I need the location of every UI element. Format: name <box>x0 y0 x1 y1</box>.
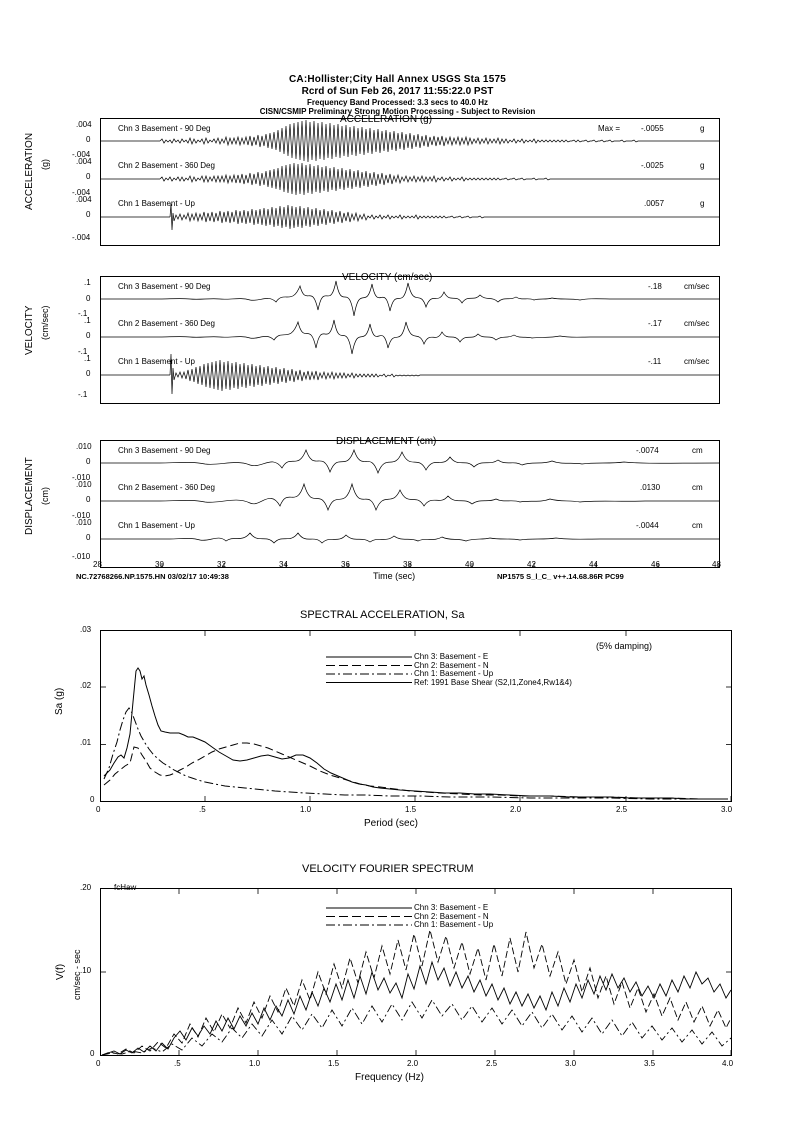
vel-ytick-1-mid: 0 <box>86 331 91 340</box>
vel-trace-0-peak: -.18 <box>648 282 662 291</box>
vel-ytick-0-max: .1 <box>84 278 91 287</box>
fourier-xtick-6: 3.0 <box>565 1059 577 1068</box>
vel-ytick-0-min: -.1 <box>78 309 88 318</box>
acc-trace-1-label: Chn 2 Basement - 360 Deg <box>118 161 215 170</box>
vel-trace-2-label: Chn 1 Basement - Up <box>118 357 195 366</box>
disp-trace-1-units: cm <box>692 483 703 492</box>
spectral-xtick-4: 2.0 <box>510 805 522 814</box>
acc-trace-2-label: Chn 1 Basement - Up <box>118 199 195 208</box>
spectral-ytick-2: .02 <box>80 681 92 690</box>
vel-trace-1-units: cm/sec <box>684 319 710 328</box>
acc-trace-1-units: g <box>700 161 705 170</box>
disp-ytick-2-max: .010 <box>76 518 92 527</box>
disp-xtick-1: 30 <box>155 560 164 569</box>
vel-ytick-2-min: -.1 <box>78 390 88 399</box>
fourier-legend-item-0: Chn 3: Basement - E <box>414 903 489 912</box>
fourier-corner-label: fcHaw <box>114 883 137 892</box>
disp-xtick-2: 32 <box>217 560 226 569</box>
header-processing-note: CISN/CSMIP Preliminary Strong Motion Processing - Subject to Revision <box>259 107 536 116</box>
acc-max-label: Max = <box>598 124 621 133</box>
spectral-damping-note: (5% damping) <box>596 641 653 651</box>
fourier-ytick-0: 0 <box>90 1049 95 1058</box>
vel-ytick-1-max: .1 <box>84 316 91 325</box>
acc-ytick-1-mid: 0 <box>86 172 91 181</box>
vel-trace-0-label: Chn 3 Basement - 90 Deg <box>118 282 211 291</box>
header-frequency-band: Frequency Band Processed: 3.3 secs to 40.0 Hz <box>307 98 488 107</box>
acceleration-plot <box>100 118 720 246</box>
disp-ytick-1-min: -.010 <box>72 511 91 520</box>
disp-trace-0-peak: -.0074 <box>636 446 659 455</box>
vel-trace-2-units: cm/sec <box>684 357 710 366</box>
acc-trace-0-units: g <box>700 124 705 133</box>
spectral-xtick-3: 1.5 <box>405 805 417 814</box>
footer-left: NC.72768266.NP.1575.HN 03/02/17 10:49:38 <box>76 572 229 581</box>
spectral-title: SPECTRAL ACCELERATION, Sa <box>300 609 465 621</box>
disp-xtick-0: 28 <box>93 560 102 569</box>
acc-ytick-0-max: .004 <box>76 120 92 129</box>
fourier-xtick-7: 3.5 <box>644 1059 656 1068</box>
fourier-ytick-2: .20 <box>80 883 92 892</box>
fourier-xtick-2: 1.0 <box>249 1059 261 1068</box>
fourier-xlabel: Frequency (Hz) <box>355 1072 424 1083</box>
disp-ytick-1-max: .010 <box>76 480 92 489</box>
disp-xlabel: Time (sec) <box>373 571 416 581</box>
disp-ytick-0-max: .010 <box>76 442 92 451</box>
vel-ytick-2-max: .1 <box>84 354 91 363</box>
disp-trace-2-label: Chn 1 Basement - Up <box>118 521 195 530</box>
footer-right: NP1575 S_l_C_ v++.14.68.86R PC99 <box>497 572 624 581</box>
disp-trace-1-peak: .0130 <box>640 483 661 492</box>
disp-xtick-8: 44 <box>589 560 598 569</box>
displacement-title: DISPLACEMENT (cm) <box>336 436 437 447</box>
header-station: CA:Hollister;City Hall Annex USGS Sta 1575 <box>289 74 506 85</box>
acc-ytick-2-max: .004 <box>76 195 92 204</box>
acc-trace-1-peak: -.0025 <box>641 161 664 170</box>
vel-ytick-1-min: -.1 <box>78 347 88 356</box>
disp-ytick-1-mid: 0 <box>86 495 91 504</box>
spectral-legend-item-1: Chn 2: Basement - N <box>414 660 489 670</box>
fourier-xtick-8: 4.0 <box>722 1059 734 1068</box>
disp-xtick-6: 40 <box>465 560 474 569</box>
velocity-title: VELOCITY (cm/sec) <box>342 272 433 283</box>
spectral-legend-item-3: Ref: 1991 Base Shear (S2,I1,Zone4,Rw1&4) <box>414 677 572 687</box>
disp-trace-2-peak: -.0044 <box>636 521 659 530</box>
spectral-xtick-1: .5 <box>199 805 206 814</box>
fourier-xtick-3: 1.5 <box>328 1059 340 1068</box>
fourier-xtick-1: .5 <box>174 1059 181 1068</box>
vel-ytick-2-mid: 0 <box>86 369 91 378</box>
disp-trace-0-units: cm <box>692 446 703 455</box>
vel-ytick-0-mid: 0 <box>86 294 91 303</box>
disp-xtick-3: 34 <box>279 560 288 569</box>
seismic-record-page: CA:Hollister;City Hall Annex USGS Sta 1575 Rcrd of Sun Feb 26, 2017 11:55:22.0 PST Frequency Band Processed: 3.3 secs to 40.0 Hz CISN/CSMIP Preliminary Strong Motion Processing - Subject to Revision ACCELERATION (g) ACCELERATION (g) .004 0 -.004 .004 0 -.004 .004 0 -.004 Chn 3 Basement - 90 Deg Chn 2 Basement - 360 Deg Chn 1 Basement - Up Max = -.0055 g -.0025 g .0057 g VELOCITY (cm/sec) VELOCITY (cm/sec) .1 0 -.1 .1 0 -.1 .1 0 -.1 Chn 3 Basement - 90 Deg Chn 2 Basement - 360 Deg Chn 1 Basement - Up -.18 cm/sec -.17 cm/sec -.11 cm/sec DISPLACEMENT (cm) DISPLACEMENT (cm) .010 0 -.010 .010 0 -.010 .010 0 -.010 Chn 3 Basement - 90 Deg Chn 2 Basement - 360 Deg Chn 1 Basement - Up -.0074 cm .0130 cm -.0044 cm 28 30 32 34 36 38 40 42 44 46 48 Time (sec) NC.72768266.NP.1575.HN 03/02/17 10:49:38 NP1575 S_l_C_ v++.14.68.86R PC99 SPECTRAL ACCELERATION, Sa Sa (g) .03 .02 .01 0 Chn 3: Basement - E Chn 2: Basement - N Chn 1: Basement - Up Ref: 1991 Base Shear (S2,I1,Zone4,Rw1&4) (5% damping) 0 .5 1.0 1.5 2.0 2.5 3.0 Period (sec) VELOCITY FOURIER SPECTRUM V(f) cm/sec - sec .20 .10 0 fcHaw Chn 3: Basement - E Chn 2: Basement - N Chn 1: Basement - Up 0 .5 1.0 1.5 2.0 2.5 3.0 3.5 4.0 Frequency (Hz) <box>0 0 795 1140</box>
displacement-plot <box>100 440 720 568</box>
acc-ytick-2-min: -.004 <box>72 233 91 242</box>
spectral-xtick-2: 1.0 <box>300 805 312 814</box>
vel-trace-1-peak: -.17 <box>648 319 662 328</box>
acc-ytick-0-mid: 0 <box>86 135 91 144</box>
spectral-xtick-5: 2.5 <box>616 805 628 814</box>
vel-trace-1-label: Chn 2 Basement - 360 Deg <box>118 319 215 328</box>
disp-ytick-0-min: -.010 <box>72 473 91 482</box>
spectral-legend-item-2: Chn 1: Basement - Up <box>414 669 494 678</box>
acceleration-title: ACCELERATION (g) <box>340 114 433 125</box>
fourier-xtick-4: 2.0 <box>407 1059 419 1068</box>
fourier-xtick-5: 2.5 <box>486 1059 498 1068</box>
disp-ytick-2-mid: 0 <box>86 533 91 542</box>
vel-trace-0-units: cm/sec <box>684 282 710 291</box>
acc-trace-2-units: g <box>700 199 705 208</box>
fourier-legend-item-2: Chn 1: Basement - Up <box>414 920 494 929</box>
header-record-time: Rcrd of Sun Feb 26, 2017 11:55:22.0 PST <box>301 86 494 97</box>
disp-xtick-9: 46 <box>651 560 660 569</box>
disp-trace-1-label: Chn 2 Basement - 360 Deg <box>118 483 215 492</box>
disp-ytick-2-min: -.010 <box>72 552 91 561</box>
vel-trace-2-peak: -.11 <box>648 357 662 366</box>
disp-xtick-10: 48 <box>712 560 721 569</box>
fourier-xtick-0: 0 <box>96 1059 101 1068</box>
fourier-title: VELOCITY FOURIER SPECTRUM <box>302 863 474 875</box>
spectral-ytick-1: .01 <box>80 738 92 747</box>
acc-trace-0-peak: -.0055 <box>641 124 664 133</box>
acc-ytick-2-mid: 0 <box>86 210 91 219</box>
fourier-legend-item-1: Chn 2: Basement - N <box>414 911 489 921</box>
velocity-plot <box>100 276 720 404</box>
disp-xtick-7: 42 <box>527 560 536 569</box>
acc-ytick-0-min: -.004 <box>72 150 91 159</box>
disp-xtick-5: 38 <box>403 560 412 569</box>
fourier-ytick-1: .10 <box>80 966 92 975</box>
acc-trace-0-label: Chn 3 Basement - 90 Deg <box>118 124 211 133</box>
spectral-xlabel: Period (sec) <box>364 818 418 829</box>
spectral-legend-item-0: Chn 3: Basement - E <box>414 652 489 661</box>
spectral-ytick-3: .03 <box>80 625 92 634</box>
disp-trace-2-units: cm <box>692 521 703 530</box>
disp-trace-0-label: Chn 3 Basement - 90 Deg <box>118 446 211 455</box>
disp-ytick-0-mid: 0 <box>86 457 91 466</box>
spectral-xtick-6: 3.0 <box>721 805 733 814</box>
acc-ytick-1-max: .004 <box>76 157 92 166</box>
spectral-xtick-0: 0 <box>96 805 101 814</box>
acc-trace-2-peak: .0057 <box>644 199 665 208</box>
spectral-ytick-0: 0 <box>90 795 95 804</box>
acc-ytick-1-min: -.004 <box>72 188 91 197</box>
disp-xtick-4: 36 <box>341 560 350 569</box>
